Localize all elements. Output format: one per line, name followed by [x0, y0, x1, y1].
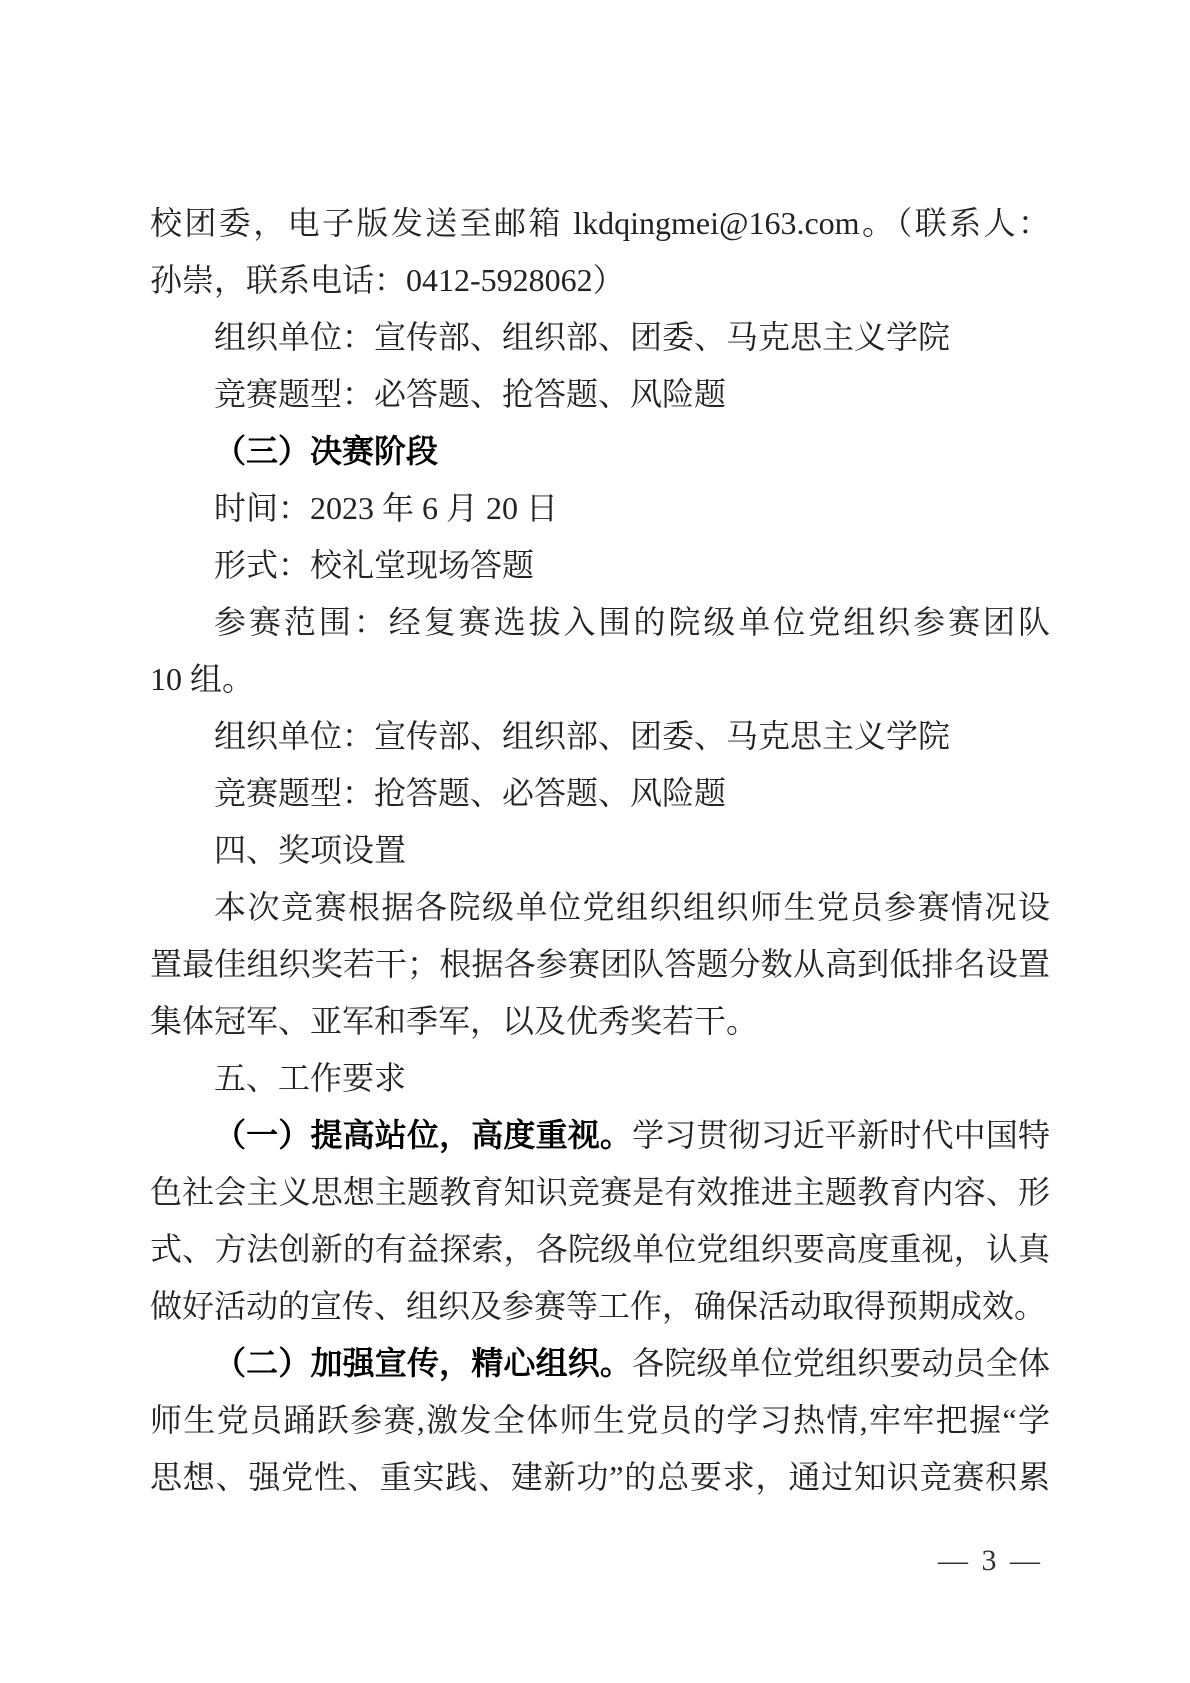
body-line-req2-cont2: [150, 1449, 1050, 1506]
body-text: 集体冠军、亚军和季军，以及优秀奖若干。: [150, 1003, 759, 1039]
heading-text: 五、工作要求: [214, 1060, 407, 1096]
body-text: 师生党员踊跃参赛,激发全体师生党员的学习热情,牢牢把握“学: [150, 1402, 1050, 1438]
body-text: 组织单位：宣传部、组织部、团委、马克思主义学院: [214, 718, 951, 754]
body-line-req1-cont3: [150, 1278, 1050, 1335]
body-line-req1-cont1: [150, 1164, 1050, 1221]
body-text: 时间：2023 年 6 月 20 日: [214, 490, 559, 526]
body-text: 组织单位：宣传部、组织部、团委、马克思主义学院: [214, 319, 951, 355]
body-line-scope: [150, 594, 1050, 651]
body-text: 置最佳组织奖若干；根据各参赛团队答题分数从高到低排名设置: [150, 946, 1050, 982]
body-line-time: [150, 480, 1050, 537]
body-text: 10 组。: [150, 661, 255, 697]
body-text: 学习贯彻习近平新时代中国特: [632, 1117, 1050, 1153]
heading-work-requirements: [150, 1050, 1050, 1107]
body-text: 各院级单位党组织要动员全体: [632, 1345, 1050, 1381]
heading-final-stage: [150, 423, 1050, 480]
heading-text: （一）提高站位，高度重视。: [214, 1117, 633, 1153]
body-text: 色社会主义思想主题教育知识竞赛是有效推进主题教育内容、形: [150, 1174, 1050, 1210]
body-line-req1: [150, 1107, 1050, 1164]
page-number: — 3 —: [938, 1544, 1043, 1577]
body-line-question-types: [150, 366, 1050, 423]
heading-text: 四、奖项设置: [214, 832, 407, 868]
body-text: 校团委，电子版发送至邮箱 lkdqingmei@163.com。（联系人：: [150, 205, 1050, 241]
body-line-org-units-2: [150, 708, 1050, 765]
body-line-awards-3: [150, 993, 1050, 1050]
body-line-awards-1: [150, 879, 1050, 936]
body-text: 竞赛题型：必答题、抢答题、风险题: [214, 376, 727, 412]
body-line-req2-cont1: [150, 1392, 1050, 1449]
body-text: 参赛范围：经复赛选拔入围的院级单位党组织参赛团队: [214, 604, 1050, 640]
document-body: [150, 195, 1050, 1506]
body-line-awards-2: [150, 936, 1050, 993]
body-line-format: [150, 537, 1050, 594]
body-line-scope-cont: [150, 651, 1050, 708]
body-text: 形式：校礼堂现场答题: [214, 547, 535, 583]
body-text: 式、方法创新的有益探索，各院级单位党组织要高度重视，认真: [150, 1231, 1050, 1267]
heading-text: （二）加强宣传，精心组织。: [214, 1345, 633, 1381]
body-text: 本次竞赛根据各院级单位党组织组织师生党员参赛情况设: [214, 889, 1050, 925]
body-text: 竞赛题型：抢答题、必答题、风险题: [214, 775, 727, 811]
body-line-org-units: [150, 309, 1050, 366]
body-text: 思想、强党性、重实践、建新功”的总要求，通过知识竞赛积累: [150, 1459, 1050, 1495]
body-line-email: [150, 195, 1050, 252]
body-line-question-types-2: [150, 765, 1050, 822]
heading-text: （三）决赛阶段: [214, 433, 439, 469]
body-line-req2: [150, 1335, 1050, 1392]
body-text: 孙崇，联系电话：0412-5928062）: [150, 262, 625, 298]
body-line-req1-cont2: [150, 1221, 1050, 1278]
body-line-phone: [150, 252, 1050, 309]
heading-awards: [150, 822, 1050, 879]
body-text: 做好活动的宣传、组织及参赛等工作，确保活动取得预期成效。: [150, 1288, 1047, 1324]
